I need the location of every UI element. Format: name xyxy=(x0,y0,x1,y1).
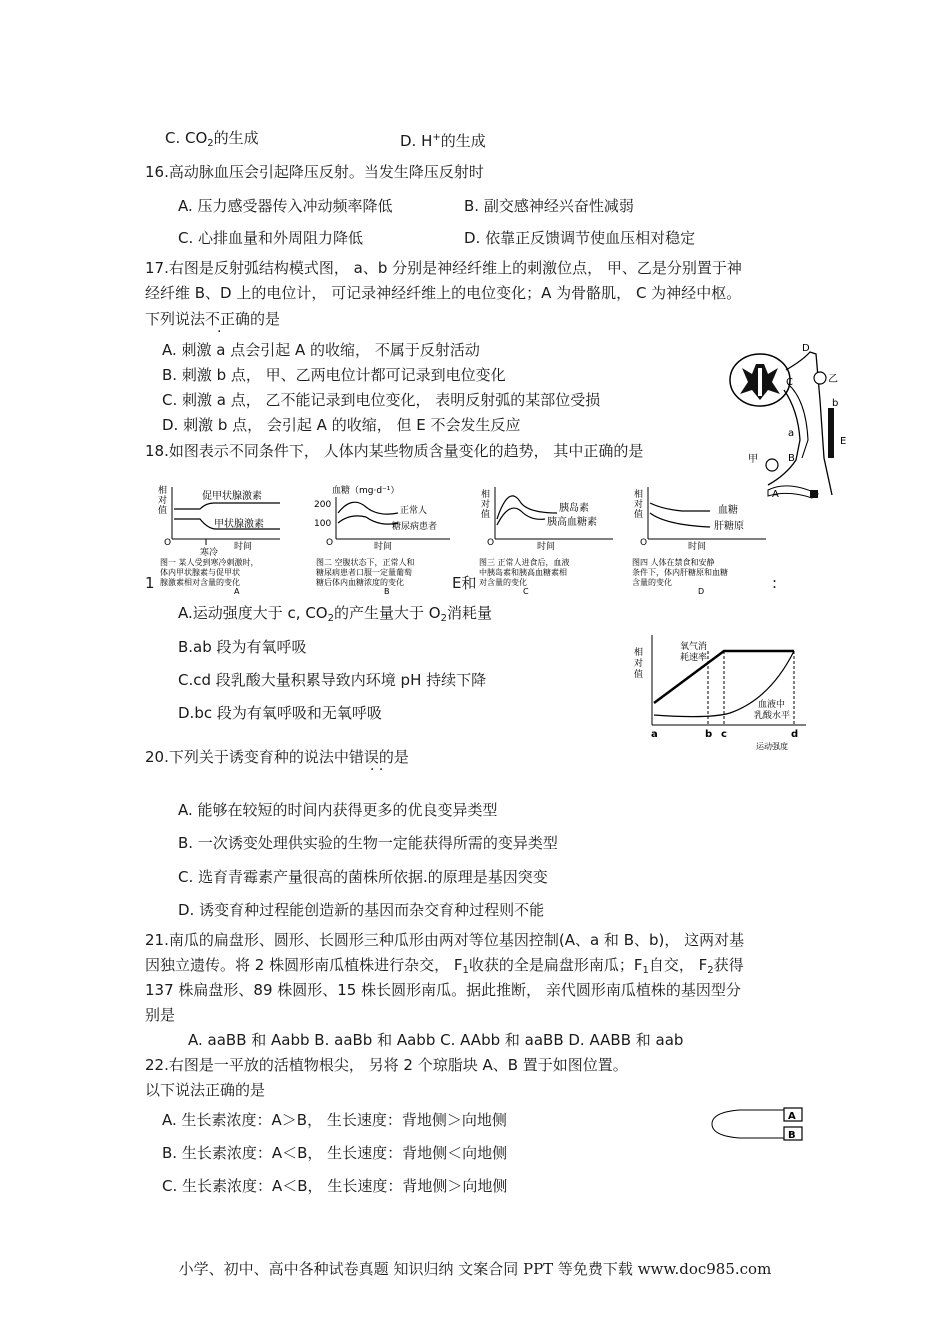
q18-figure-1 xyxy=(150,483,300,595)
q19-fig-xlabel: 运动强度 xyxy=(756,742,788,751)
label-yi: 乙 xyxy=(828,374,838,385)
label-a: a xyxy=(788,428,795,439)
fig2-tick-100: 100 xyxy=(314,519,332,529)
fig2-caption-2: 糖尿病患者口服一定量葡萄 xyxy=(316,568,412,577)
q15-option-d: D. H+的生成 xyxy=(400,132,486,150)
q18-figure-3 xyxy=(473,483,623,595)
meter-yi xyxy=(814,372,826,384)
q18-figure-4 xyxy=(626,483,776,595)
fig4-xlabel: 时间 xyxy=(688,542,707,552)
fig3-origin: O xyxy=(487,538,495,548)
fig1-caption-3: 腺激素相对含量的变化 xyxy=(160,578,240,587)
q21-stem-line1: 21.南瓜的扁盘形、圆形、长圆形三种瓜形由两对等位基因控制(A、a 和 B、b)， 这两对基 xyxy=(145,931,745,949)
fig1-ylabel-1: 相 xyxy=(158,486,168,496)
q17-option-d: D. 刺激 b 点， 会引起 A 的收缩， 但 E 不会发生反应 xyxy=(162,416,521,434)
q19-option-a: A.运动强度大于 c, $CO_2$的产生量大于 $O_2$消耗量 xyxy=(178,604,492,624)
q20-option-d: D. 诱变育种过程能创造新的基因而杂交育种过程则不能 xyxy=(178,901,545,919)
fig2-label-patient: 糖尿病患者 xyxy=(392,522,438,532)
fig1-xlabel: 时间 xyxy=(234,542,253,552)
q20-option-b: B. 一次诱变处理供实验的生物一定能获得所需的变异类型 xyxy=(178,834,558,852)
label-jia: 甲 xyxy=(748,454,758,465)
fig3-label-glucagon: 胰高血糖素 xyxy=(547,517,597,528)
q17-stem-line3: 下列说法不正确的是 xyxy=(145,310,281,328)
fig1-ylabel-2: 对 xyxy=(158,496,168,506)
q19-fig-o2-label-2: 耗速率 xyxy=(680,653,708,663)
q21-stem-line2: 因独立遗传。将 2 株圆形南瓜植株进行杂交， $F_1$收获的全是扁盘形南瓜；$F_1$自交， $F_2$获得 xyxy=(145,956,744,976)
fig2-letter: B xyxy=(384,587,390,595)
q19-stem-fragment: E和 xyxy=(452,574,477,592)
agar-label-a: A xyxy=(788,1111,796,1122)
fig1-letter: A xyxy=(234,587,240,595)
fig4-origin: O xyxy=(640,538,648,548)
q22-option-b: B. 生长素浓度：A＜B， 生长速度：背地侧＜向地侧 xyxy=(162,1144,508,1162)
fig4-letter: D xyxy=(698,587,705,595)
q16-option-d: D. 依靠正反馈调节使血压相对稳定 xyxy=(464,229,696,247)
q18-stem: 18.如图表示不同条件下， 人体内某些物质含量变化的趋势， 其中正确的是 xyxy=(145,442,644,460)
q19-stem-fragment-end: : xyxy=(772,574,778,592)
fig3-caption-3: 对含量的变化 xyxy=(479,578,527,587)
fig1-label-tsh: 促甲状腺激素 xyxy=(202,491,262,502)
q19-fig-tick-c: c xyxy=(721,729,727,740)
label-B: B xyxy=(788,453,795,464)
fig1-curve-tsh xyxy=(174,503,280,509)
fig4-curve-glucose xyxy=(650,503,710,511)
fig2-origin: O xyxy=(326,538,334,548)
q17-stem-line1: 17.右图是反射弧结构模式图， a、b 分别是神经纤维上的刺激位点， 甲、乙是分别置于神 xyxy=(145,259,742,277)
fig4-curve-glycogen xyxy=(650,513,710,527)
q19-fig-ylabel-2: 对 xyxy=(634,659,644,669)
q16-option-c: C. 心排血量和外周阻力降低 xyxy=(178,229,364,247)
effector-e xyxy=(828,408,834,458)
root-tip xyxy=(712,1110,784,1138)
q19-exercise-figure xyxy=(630,633,810,755)
q20-option-c: C. 选育青霉素产量很高的菌株所依据.的原理是基因突变 xyxy=(178,868,548,886)
fig2-xlabel: 时间 xyxy=(374,542,393,552)
label-b: b xyxy=(832,398,839,409)
fig4-label-glucose: 血糖 xyxy=(718,505,738,516)
q21-options: A. aaBB 和 Aabb B. aaBb 和 Aabb C. AAbb 和 aaBB D. AABB 和 aab xyxy=(188,1031,684,1049)
q19-option-b: B.ab 段为有氧呼吸 xyxy=(178,638,307,656)
fig3-ylabel-1: 相 xyxy=(481,490,491,500)
fig3-ylabel-3: 值 xyxy=(481,510,491,520)
q21-stem-line4: 别是 xyxy=(145,1006,176,1024)
fig1-ylabel-3: 值 xyxy=(158,506,168,516)
afferent-nerve xyxy=(786,352,832,495)
fig4-label-glycogen: 肝糖原 xyxy=(714,521,744,532)
fig1-caption-2: 体内甲状腺素与促甲状 xyxy=(160,568,240,577)
fig1-caption-1: 图一 某人受到寒冷刺激时， xyxy=(160,558,259,567)
q19-fig-lactate-label-2: 乳酸水平 xyxy=(754,711,791,721)
q19-option-d: D.bc 段为有氧呼吸和无氧呼吸 xyxy=(178,704,382,722)
label-E: E xyxy=(840,436,847,447)
fig3-label-insulin: 胰岛素 xyxy=(559,503,589,514)
q21-stem-line3: 137 株扁盘形、89 株圆形、15 株长圆形南瓜。据此推断， 亲代圆形南瓜植株的基因型分 xyxy=(145,981,741,999)
fig4-ylabel-1: 相 xyxy=(634,490,644,500)
fig4-caption-3: 含量的变化 xyxy=(632,578,672,587)
fig3-caption-1: 图三 正常人进食后，血液 xyxy=(479,558,570,567)
q19-fig-lactate-label-1: 血液中 xyxy=(758,700,786,710)
fig1-marker: 寒冷 xyxy=(200,548,219,558)
q19-fig-tick-d: d xyxy=(791,729,799,740)
fig4-ylabel-3: 值 xyxy=(634,510,644,520)
q17-option-a: A. 刺激 a 点会引起 A 的收缩， 不属于反射活动 xyxy=(162,341,480,359)
q19-fig-tick-b: b xyxy=(705,729,713,740)
fig1-label-th: 甲状腺激素 xyxy=(214,519,264,530)
q19-option-c: C.cd 段乳酸大量积累导致内环境 pH 持续下降 xyxy=(178,671,487,689)
q19-number-fragment: 1 xyxy=(145,574,155,592)
q20-option-a: A. 能够在较短的时间内获得更多的优良变异类型 xyxy=(178,801,498,819)
fig4-caption-2: 条件下，体内肝糖原和血糖 xyxy=(632,568,728,577)
q16-option-b: B. 副交感神经兴奋性减弱 xyxy=(464,197,634,215)
fig2-curve-patient xyxy=(338,516,398,524)
q19-fig-ylabel-1: 相 xyxy=(634,648,644,658)
emphasis-dots: · · xyxy=(370,762,384,778)
q17-stem-line2: 经纤维 B、D 上的电位计， 可记录神经纤维上的电位变化；A 为骨骼肌， C 为神经中枢。 xyxy=(145,284,742,302)
fig3-curve-glucagon xyxy=(497,508,545,525)
agar-label-b: B xyxy=(788,1130,796,1141)
q18-figure-2 xyxy=(310,483,470,595)
fig2-tick-200: 200 xyxy=(314,500,332,510)
q16-stem: 16.高动脉血压会引起降压反射。当发生降压反射时 xyxy=(145,163,484,181)
fig3-caption-2: 中胰岛素和胰高血糖素相 xyxy=(479,568,567,577)
q19-fig-ylabel-3: 值 xyxy=(634,670,644,680)
label-D: D xyxy=(802,343,810,354)
q17-option-b: B. 刺激 b 点， 甲、乙两电位计都可记录到电位变化 xyxy=(162,366,506,384)
q19-fig-o2-label-1: 氧气消 xyxy=(680,642,708,652)
fig2-caption-1: 图二 空腹状态下，正常人和 xyxy=(316,558,415,567)
q16-option-a: A. 压力感受器传入冲动频率降低 xyxy=(178,197,393,215)
fig3-letter: C xyxy=(523,587,529,595)
q22-option-c: C. 生长素浓度：A＜B， 生长速度：背地侧＞向地侧 xyxy=(162,1177,508,1195)
emphasis-dot: · xyxy=(217,324,222,340)
fig3-ylabel-2: 对 xyxy=(481,500,491,510)
fig1-origin: O xyxy=(164,538,172,548)
q22-stem-line1: 22.右图是一平放的活植物根尖， 另将 2 个琼脂块 A、B 置于如图位置。 xyxy=(145,1056,628,1074)
fig4-ylabel-2: 对 xyxy=(634,500,644,510)
q19-fig-tick-a: a xyxy=(651,729,658,740)
meter-jia xyxy=(766,459,778,471)
fig2-ylabel: 血糖（mg·d⁻¹） xyxy=(332,486,400,496)
fig2-label-normal: 正常人 xyxy=(400,506,428,516)
label-C: C xyxy=(786,377,793,388)
fig4-caption-1: 图四 人体在禁食和安静 xyxy=(632,558,715,567)
root-tip-diagram xyxy=(710,1104,806,1144)
label-A: A xyxy=(772,489,779,500)
fig2-curve-normal xyxy=(338,502,398,514)
q22-stem-line2: 以下说法正确的是 xyxy=(145,1081,266,1099)
q22-option-a: A. 生长素浓度：A＞B， 生长速度：背地侧＞向地侧 xyxy=(162,1111,507,1129)
reflex-arc-diagram xyxy=(728,340,858,505)
q17-option-c: C. 刺激 a 点， 乙不能记录到电位变化， 表明反射弧的某部位受损 xyxy=(162,391,601,409)
fig2-caption-3: 糖后体内血糖浓度的变化 xyxy=(316,578,404,587)
fig3-xlabel: 时间 xyxy=(537,542,556,552)
page-footer: 小学、初中、高中各种试卷真题 知识归纳 文案合同 PPT 等免费下载 www.doc985.com xyxy=(178,1260,772,1278)
q20-stem: 20.下列关于诱变育种的说法中错误的是 xyxy=(145,748,409,766)
q15-option-c: C. $CO_2$的生成 xyxy=(165,129,259,149)
